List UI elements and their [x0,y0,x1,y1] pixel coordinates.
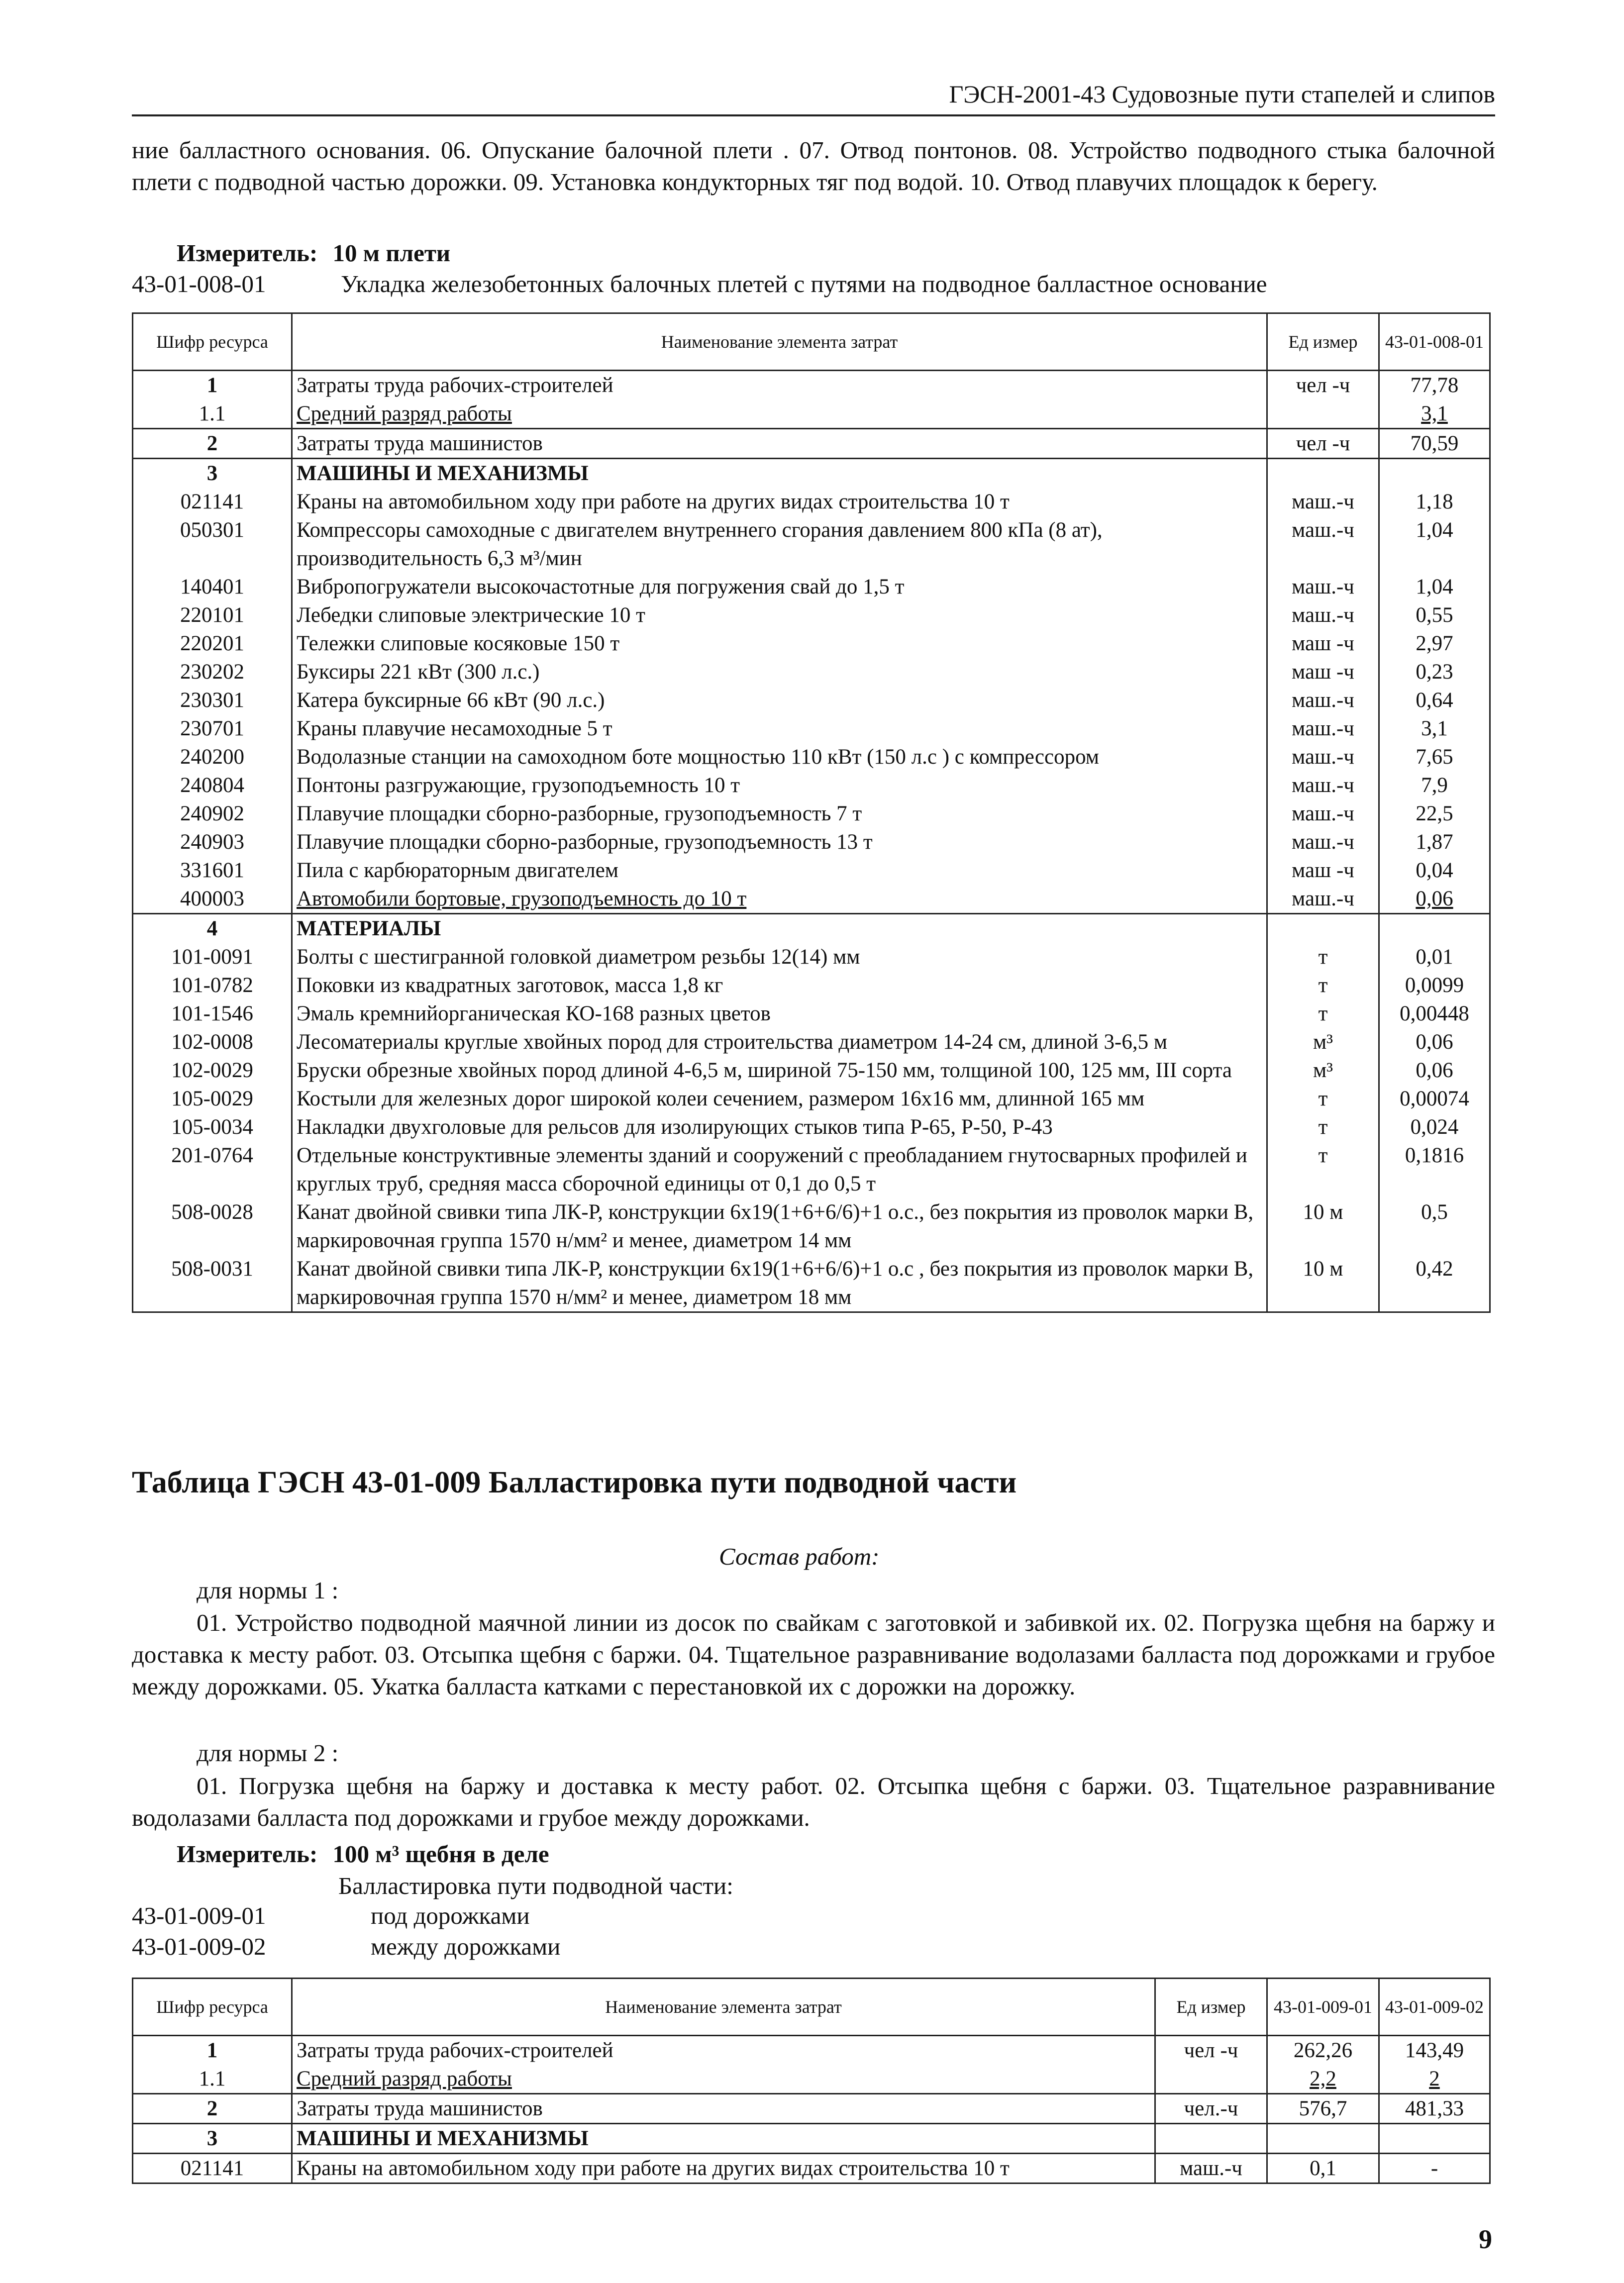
group-description: Балластировка пути подводной части: [338,1872,733,1899]
table-row [133,1198,1490,1255]
unit [1267,914,1379,943]
table-row [133,714,1490,743]
resource-code: 050301 [133,516,292,573]
cost-element-name: Средний разряд работы [292,399,1267,429]
norm-value [1379,914,1490,943]
norm-value: 3,1 [1379,399,1490,429]
unit: маш.-ч [1267,686,1379,714]
table-row [133,2036,1490,2065]
cost-element-name: Водолазные станции на самоходном боте мощностью 110 кВт (150 л.с ) с компрессором [292,743,1267,771]
resource-code: 3 [133,459,292,488]
unit: маш.-ч [1267,771,1379,799]
norm-value-2: 143,49 [1379,2036,1490,2065]
cost-element-name: Компрессоры самоходные с двигателем внутреннего сгорания давлением 800 кПа (8 ат), производительность 6,3 м³/мин [292,516,1267,573]
norm-value: 0,23 [1379,658,1490,686]
table-row [133,799,1490,828]
table-row [133,856,1490,885]
unit: чел -ч [1155,2036,1267,2065]
table-row [133,1085,1490,1113]
cost-element-name: Плавучие площадки сборно-разборные, грузоподъемность 13 т [292,828,1267,856]
resource-code: 220101 [133,601,292,629]
cost-element-name: Плавучие площадки сборно-разборные, грузоподъемность 7 т [292,799,1267,828]
norm2-text: 01. Погрузка щебня на баржу и доставка к месту работ. 02. Отсыпка щебня с баржи. 03. Тщательное разравнивание водолазами балласта под дорожками и грубое между дорожками. [132,1772,1495,1831]
norm-value: 0,024 [1379,1113,1490,1141]
resource-code: 240902 [133,799,292,828]
table-row [133,488,1490,516]
norm-value: 77,78 [1379,371,1490,400]
unit: маш.-ч [1267,601,1379,629]
table-row [133,1056,1490,1085]
unit: маш -ч [1267,629,1379,658]
table-row [133,943,1490,971]
cost-table-1 [132,312,1491,1313]
resource-code: 230701 [133,714,292,743]
unit: м³ [1267,1028,1379,1056]
unit: т [1267,1141,1379,1198]
cost-element-name: Затраты труда машинистов [292,429,1267,459]
cost-element-name: Канат двойной свивки типа ЛК-Р, конструкции 6х19(1+6+6/6)+1 о.с , без покрытия из проволок марки В, маркировочная группа 1570 н/мм² и менее, диаметром 18 мм [292,1255,1267,1312]
table-row [133,999,1490,1028]
norm-code: 43-01-008-01 [132,270,266,298]
table-row [133,1028,1490,1056]
resource-code: 240903 [133,828,292,856]
cost-element-name: Затраты труда рабочих-строителей [292,371,1267,400]
unit: чел -ч [1267,371,1379,400]
table-row [133,743,1490,771]
norm-code-1-description: под дорожками [371,1902,530,1929]
norm-value-1 [1267,2124,1379,2154]
norm2-label: для нормы 2 : [197,1739,339,1767]
norm-value: 0,42 [1379,1255,1490,1312]
resource-code: 1 [133,371,292,400]
unit: т [1267,999,1379,1028]
resource-code: 102-0029 [133,1056,292,1085]
unit: маш -ч [1267,856,1379,885]
norm-value-2: 481,33 [1379,2094,1490,2124]
norm-code-2-description: между дорожками [371,1933,561,1960]
norm-value: 7,65 [1379,743,1490,771]
resource-code: 230301 [133,686,292,714]
col-header-norm-1: 43-01-009-01 [1267,1979,1379,2036]
resource-code: 3 [133,2124,292,2154]
cost-element-name: Пила с карбюраторным двигателем [292,856,1267,885]
measure-label-2: Измеритель: [177,1840,318,1868]
cost-element-name: Автомобили бортовые, грузоподъемность до 10 т [292,885,1267,914]
col-header-norm-2: 43-01-009-02 [1379,1979,1490,2036]
norm-value: 1,04 [1379,573,1490,601]
resource-code: 508-0031 [133,1255,292,1312]
cost-element-name: Вибропогружатели высокочастотные для погружения свай до 1,5 т [292,573,1267,601]
cost-element-name: Костыли для железных дорог широкой колеи сечением, размером 16х16 мм, длинной 165 мм [292,1085,1267,1113]
table-row [133,2065,1490,2094]
col-header-unit: Ед измер [1155,1979,1267,2036]
table-row [133,771,1490,799]
unit: маш.-ч [1267,573,1379,601]
norm-value: 1,18 [1379,488,1490,516]
resource-code: 101-0782 [133,971,292,999]
unit: м³ [1267,1056,1379,1085]
resource-code: 105-0034 [133,1113,292,1141]
resource-code: 201-0764 [133,1141,292,1198]
cost-element-name: Средний разряд работы [292,2065,1155,2094]
unit: 10 м [1267,1255,1379,1312]
norm-value: 7,9 [1379,771,1490,799]
unit: маш.-ч [1267,743,1379,771]
resource-code: 220201 [133,629,292,658]
norm-value: 0,04 [1379,856,1490,885]
resource-code: 2 [133,429,292,459]
cost-element-name: Бруски обрезные хвойных пород длиной 4-6,5 м, шириной 75-150 мм, толщиной 100, 125 мм, III сорта [292,1056,1267,1085]
norm-value: 3,1 [1379,714,1490,743]
cost-element-name: Канат двойной свивки типа ЛК-Р, конструкции 6х19(1+6+6/6)+1 о.с., без покрытия из проволок марки В, маркировочная группа 1570 н/мм² и менее, диаметром 14 мм [292,1198,1267,1255]
norm-value: 2,97 [1379,629,1490,658]
norm-value-1: 576,7 [1267,2094,1379,2124]
col-header-name: Наименование элемента затрат [292,313,1267,371]
resource-code: 230202 [133,658,292,686]
resource-code: 1.1 [133,399,292,429]
norm-value: 1,04 [1379,516,1490,573]
unit: 10 м [1267,1198,1379,1255]
norm-value: 0,00448 [1379,999,1490,1028]
table-row [133,371,1490,400]
resource-code: 240804 [133,771,292,799]
norm-description: Укладка железобетонных балочных плетей с путями на подводное балластное основание [341,270,1267,298]
norm-code-2: 43-01-009-02 [132,1933,266,1960]
norm-value: 0,00074 [1379,1085,1490,1113]
table-title: Таблица ГЭСН 43-01-009 Балластировка пути подводной части [132,1466,1017,1499]
measure-line [177,239,450,267]
cost-element-name: Краны на автомобильном ходу при работе на других видах строительства 10 т [292,488,1267,516]
measure-line-2 [177,1840,549,1868]
table-row [133,629,1490,658]
measure-label: Измеритель: [177,239,318,267]
measure-value-2: 100 м³ щебня в деле [332,1840,549,1868]
unit: маш.-ч [1267,488,1379,516]
norm-value: 0,0099 [1379,971,1490,999]
col-header-norm: 43-01-008-01 [1379,313,1490,371]
norm1-text: 01. Устройство подводной маячной линии из досок по свайкам с заготовкой и забивкой их. 02. Погрузка щебня на баржу и доставка к месту работ. 03. Отсыпка щебня с баржи. 04. Тщательное разравнивание водолазами балласта под дорожками и грубое между дорожками. 05. Укатка балласта катками с перестановкой их с дорожки на дорожку. [132,1609,1495,1700]
cost-element-name: Лебедки слиповые электрические 10 т [292,601,1267,629]
cost-element-name: Катера буксирные 66 кВт (90 л.с.) [292,686,1267,714]
norm1-label: для нормы 1 : [197,1577,339,1604]
table-row [133,573,1490,601]
norm-value: 0,5 [1379,1198,1490,1255]
table-row [133,1141,1490,1198]
cost-element-name: Буксиры 221 кВт (300 л.с.) [292,658,1267,686]
norm-value-2: 2 [1379,2065,1490,2094]
work-composition-title: Состав работ: [719,1543,880,1570]
table-row [133,686,1490,714]
unit: т [1267,1113,1379,1141]
unit: маш.-ч [1267,714,1379,743]
unit: т [1267,971,1379,999]
resource-code: 101-0091 [133,943,292,971]
cost-element-name: Тележки слиповые косяковые 150 т [292,629,1267,658]
cost-element-name: Затраты труда рабочих-строителей [292,2036,1155,2065]
norm-value: 0,1816 [1379,1141,1490,1198]
cost-element-name: Отдельные конструктивные элементы зданий и сооружений с преобладанием гнутосварных профилей и круглых труб, средняя масса сборочной единицы от 0,1 до 0,5 т [292,1141,1267,1198]
norm-value: 70,59 [1379,429,1490,459]
section-row [133,2124,1490,2154]
resource-code: 400003 [133,885,292,914]
norm-value [1379,459,1490,488]
col-header-code: Шифр ресурса [133,1979,292,2036]
cost-element-name: Эмаль кремнийорганическая КО-168 разных цветов [292,999,1267,1028]
resource-code: 1 [133,2036,292,2065]
unit [1155,2124,1267,2154]
table-row [133,2154,1490,2184]
section-row [133,914,1490,943]
unit [1267,399,1379,429]
page-header [132,75,1495,116]
header-title: ГЭСН-2001-43 Судовозные пути стапелей и слипов [949,80,1495,108]
section-row [133,459,1490,488]
table-row [133,1255,1490,1312]
section-name: МАТЕРИАЛЫ [292,914,1267,943]
table-row [133,601,1490,629]
table-row [133,516,1490,573]
cost-element-name: Накладки двухголовые для рельсов для изолирующих стыков типа Р-65, Р-50, Р-43 [292,1113,1267,1141]
norm-value: 0,55 [1379,601,1490,629]
unit: маш -ч [1267,658,1379,686]
unit [1155,2065,1267,2094]
norm-value: 1,87 [1379,828,1490,856]
resource-code: 508-0028 [133,1198,292,1255]
unit: чел -ч [1267,429,1379,459]
resource-code: 102-0008 [133,1028,292,1056]
unit: т [1267,1085,1379,1113]
unit: маш.-ч [1267,828,1379,856]
cost-element-name: Болты с шестигранной головкой диаметром резьбы 12(14) мм [292,943,1267,971]
cost-element-name: Лесоматериалы круглые хвойных пород для строительства диаметром 14-24 см, длиной 3-6,5 м [292,1028,1267,1056]
norm-value: 0,64 [1379,686,1490,714]
unit: маш.-ч [1155,2154,1267,2184]
resource-code: 021141 [133,2154,292,2184]
unit: чел.-ч [1155,2094,1267,2124]
cost-element-name: Краны на автомобильном ходу при работе на других видах строительства 10 т [292,2154,1155,2184]
intro-paragraph: ние балластного основания. 06. Опускание балочной плети . 07. Отвод понтонов. 08. Устройство подводного стыка балочной плети с подводной частью дорожки. 09. Установка кондукторных тяг под водой. 10. Отвод плавучих площадок к берегу. [132,136,1495,196]
table-row [133,971,1490,999]
norm-value: 22,5 [1379,799,1490,828]
resource-code: 240200 [133,743,292,771]
unit: маш.-ч [1267,799,1379,828]
resource-code: 331601 [133,856,292,885]
resource-code: 4 [133,914,292,943]
col-header-code: Шифр ресурса [133,313,292,371]
norm-value-1: 2,2 [1267,2065,1379,2094]
table-row [133,429,1490,459]
section-name: МАШИНЫ И МЕХАНИЗМЫ [292,459,1267,488]
resource-code: 101-1546 [133,999,292,1028]
measure-value: 10 м плети [332,239,451,267]
norm-value-2: - [1379,2154,1490,2184]
resource-code: 105-0029 [133,1085,292,1113]
page-number: 9 [1479,2224,1492,2254]
norm-value: 0,06 [1379,1056,1490,1085]
section-name: МАШИНЫ И МЕХАНИЗМЫ [292,2124,1155,2154]
norm-value: 0,06 [1379,1028,1490,1056]
cost-element-name: Краны плавучие несамоходные 5 т [292,714,1267,743]
unit: маш.-ч [1267,885,1379,914]
resource-code: 2 [133,2094,292,2124]
resource-code: 140401 [133,573,292,601]
cost-table-2 [132,1978,1491,2184]
col-header-name: Наименование элемента затрат [292,1979,1155,2036]
norm-value: 0,01 [1379,943,1490,971]
col-header-unit: Ед измер [1267,313,1379,371]
unit [1267,459,1379,488]
resource-code: 021141 [133,488,292,516]
table-row [133,399,1490,429]
table-row [133,658,1490,686]
norm-value-2 [1379,2124,1490,2154]
unit: т [1267,943,1379,971]
cost-element-name: Понтоны разгружающие, грузоподъемность 10 т [292,771,1267,799]
norm-value-1: 0,1 [1267,2154,1379,2184]
table-row [133,2094,1490,2124]
norm-code-1: 43-01-009-01 [132,1902,266,1929]
cost-element-name: Поковки из квадратных заготовок, масса 1,8 кг [292,971,1267,999]
table-row [133,1113,1490,1141]
unit: маш.-ч [1267,516,1379,573]
norm-value: 0,06 [1379,885,1490,914]
table-row [133,885,1490,914]
norm-value-1: 262,26 [1267,2036,1379,2065]
resource-code: 1.1 [133,2065,292,2094]
cost-element-name: Затраты труда машинистов [292,2094,1155,2124]
table-row [133,828,1490,856]
